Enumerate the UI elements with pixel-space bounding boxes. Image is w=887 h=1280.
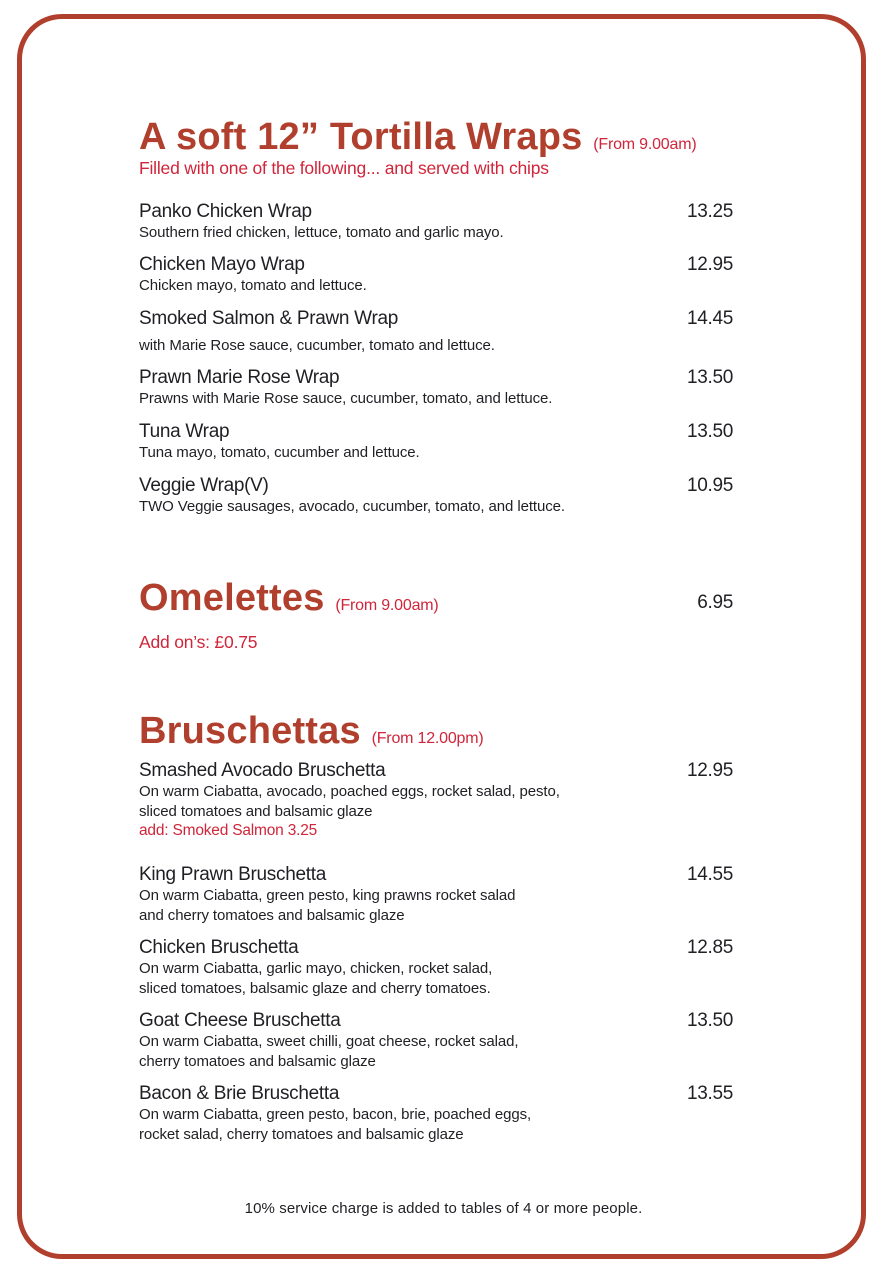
item-description: Southern fried chicken, lettuce, tomato and garlic mayo. bbox=[139, 224, 504, 241]
item-name: Tuna Wrap bbox=[139, 421, 230, 442]
menu-item bbox=[139, 367, 733, 409]
item-price: 14.55 bbox=[686, 864, 733, 885]
item-description-line: On warm Ciabatta, avocado, poached eggs, rocket salad, pesto, bbox=[139, 783, 560, 800]
item-name: Smoked Salmon & Prawn Wrap bbox=[139, 308, 399, 329]
item-description-line: and cherry tomatoes and balsamic glaze bbox=[139, 906, 405, 924]
item-description-line: On warm Ciabatta, garlic mayo, chicken, rocket salad, bbox=[139, 960, 493, 977]
item-price: 12.95 bbox=[686, 254, 733, 275]
bruschettas-heading bbox=[139, 712, 484, 750]
omelettes-heading bbox=[139, 579, 439, 617]
item-name: Chicken Bruschetta bbox=[139, 937, 299, 958]
menu-item bbox=[139, 1083, 733, 1144]
item-name: Prawn Marie Rose Wrap bbox=[139, 367, 340, 388]
menu-item bbox=[139, 937, 733, 998]
item-description: TWO Veggie sausages, avocado, cucumber, tomato, and lettuce. bbox=[139, 498, 565, 515]
item-price: 14.45 bbox=[686, 308, 733, 329]
bruschettas-title: Bruschettas bbox=[139, 710, 361, 752]
item-price: 12.95 bbox=[686, 760, 733, 781]
item-description: with Marie Rose sauce, cucumber, tomato and lettuce. bbox=[139, 337, 495, 354]
item-addon: add: Smoked Salmon 3.25 bbox=[139, 822, 318, 839]
wraps-title: A soft 12” Tortilla Wraps bbox=[139, 116, 583, 158]
item-description-line: rocket salad, cherry tomatoes and balsamic glaze bbox=[139, 1125, 464, 1143]
item-description: Chicken mayo, tomato and lettuce. bbox=[139, 277, 367, 294]
item-description: Prawns with Marie Rose sauce, cucumber, tomato, and lettuce. bbox=[139, 390, 553, 407]
item-description-line: On warm Ciabatta, sweet chilli, goat cheese, rocket salad, bbox=[139, 1033, 519, 1050]
item-description-line: sliced tomatoes, balsamic glaze and cherry tomatoes. bbox=[139, 979, 491, 997]
item-name: King Prawn Bruschetta bbox=[139, 864, 326, 885]
item-description-line: On warm Ciabatta, green pesto, king prawns rocket salad bbox=[139, 887, 516, 904]
service-charge-note: 10% service charge is added to tables of 4 or more people. bbox=[244, 1200, 643, 1217]
item-description-line: sliced tomatoes and balsamic glaze bbox=[139, 802, 373, 820]
item-price: 13.55 bbox=[686, 1083, 733, 1104]
item-description-line: cherry tomatoes and balsamic glaze bbox=[139, 1052, 376, 1070]
menu-item bbox=[139, 421, 733, 463]
omelettes-price: 6.95 bbox=[697, 592, 733, 613]
item-price: 13.50 bbox=[686, 1010, 733, 1031]
item-name: Smashed Avocado Bruschetta bbox=[139, 760, 386, 781]
menu-item bbox=[139, 1010, 733, 1071]
item-price: 13.50 bbox=[686, 421, 733, 442]
item-price: 13.50 bbox=[686, 367, 733, 388]
wraps-subtitle: Filled with one of the following... and served with chips bbox=[139, 158, 549, 178]
menu-item bbox=[139, 254, 733, 296]
omelettes-addons: Add on’s: £0.75 bbox=[139, 632, 258, 652]
wraps-time: (From 9.00am) bbox=[593, 136, 697, 153]
omelettes-title: Omelettes bbox=[139, 577, 325, 619]
item-name: Panko Chicken Wrap bbox=[139, 201, 312, 222]
menu-item bbox=[139, 475, 733, 517]
item-name: Chicken Mayo Wrap bbox=[139, 254, 305, 275]
item-price: 12.85 bbox=[686, 937, 733, 958]
wraps-heading bbox=[139, 118, 696, 156]
menu-item bbox=[139, 760, 733, 841]
item-description: Tuna mayo, tomato, cucumber and lettuce. bbox=[139, 444, 420, 461]
item-name: Veggie Wrap(V) bbox=[139, 475, 269, 496]
item-name: Goat Cheese Bruschetta bbox=[139, 1010, 341, 1031]
bruschettas-time: (From 12.00pm) bbox=[371, 730, 484, 747]
item-description-line: On warm Ciabatta, green pesto, bacon, brie, poached eggs, bbox=[139, 1106, 532, 1123]
omelettes-time: (From 9.00am) bbox=[335, 597, 439, 614]
item-price: 13.25 bbox=[686, 201, 733, 222]
menu-item bbox=[139, 864, 733, 925]
menu-item bbox=[139, 201, 733, 243]
item-price: 10.95 bbox=[686, 475, 733, 496]
menu-item bbox=[139, 308, 733, 356]
item-name: Bacon & Brie Bruschetta bbox=[139, 1083, 340, 1104]
